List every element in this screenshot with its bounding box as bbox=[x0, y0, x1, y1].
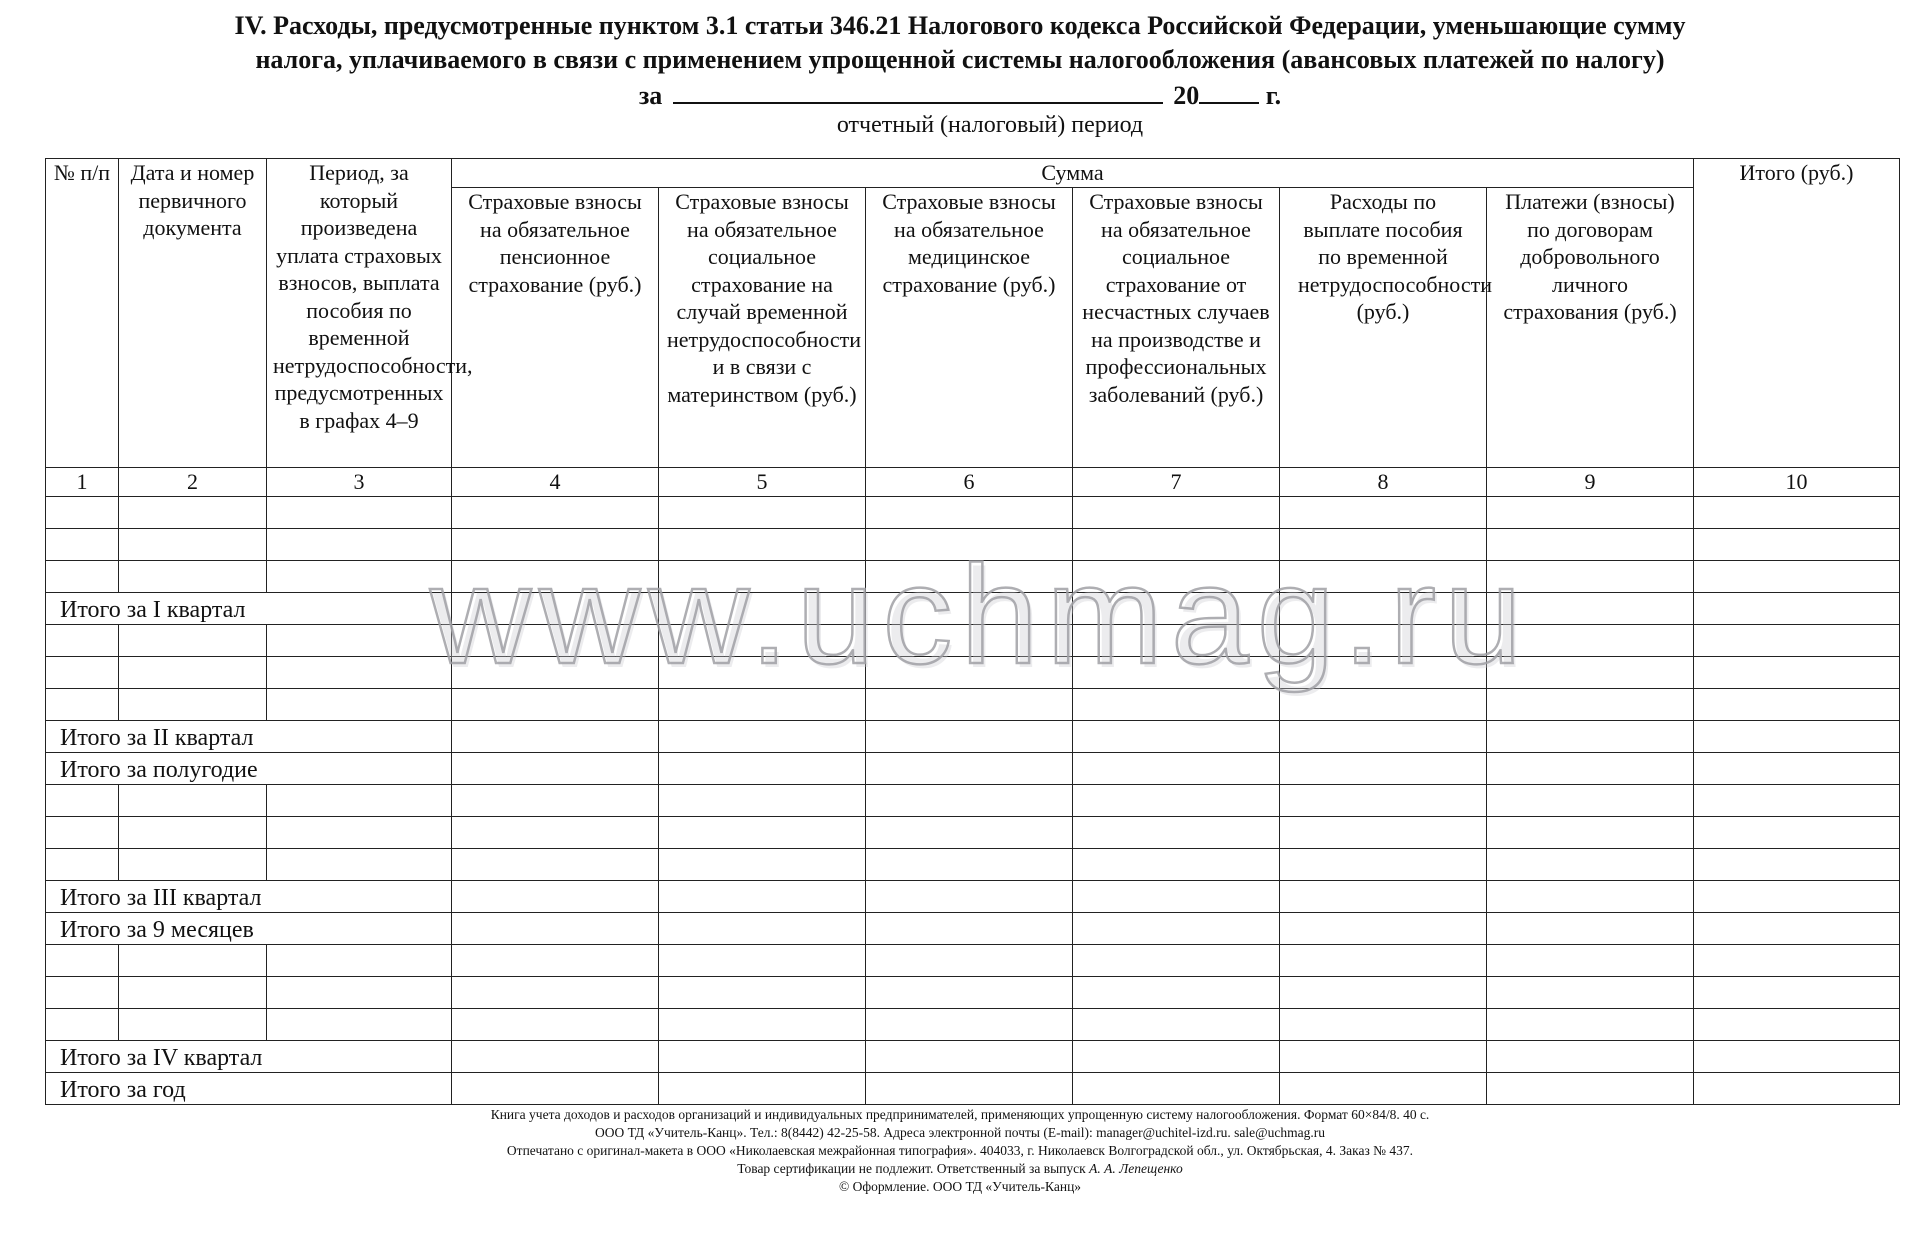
entry-cell[interactable] bbox=[1280, 816, 1487, 848]
entry-cell[interactable] bbox=[267, 656, 452, 688]
col-header-pension: Страховые взносы на обязательное пенсионное страхование (руб.) bbox=[452, 188, 659, 468]
entry-cell[interactable] bbox=[1280, 528, 1487, 560]
col-number: 4 bbox=[452, 468, 659, 497]
entry-cell[interactable] bbox=[1073, 784, 1280, 816]
entry-cell[interactable] bbox=[267, 784, 452, 816]
entry-cell[interactable] bbox=[452, 560, 659, 592]
period-prefix: за bbox=[638, 81, 663, 110]
entry-cell[interactable] bbox=[46, 848, 119, 880]
imprint-text: Товар сертификации не подлежит. Ответственный за выпуск bbox=[737, 1161, 1086, 1176]
entry-cell[interactable] bbox=[267, 816, 452, 848]
entry-cell[interactable] bbox=[119, 560, 267, 592]
col-header-voluntary: Платежи (взносы) по договорам добровольного личного страхования (руб.) bbox=[1487, 188, 1694, 468]
table-row[interactable] bbox=[46, 528, 1900, 560]
entry-cell[interactable] bbox=[267, 1008, 452, 1040]
table-row[interactable] bbox=[46, 688, 1900, 720]
entry-cell[interactable] bbox=[659, 784, 866, 816]
table-row[interactable] bbox=[46, 560, 1900, 592]
entry-cell[interactable] bbox=[1073, 1072, 1280, 1104]
entry-cell[interactable] bbox=[452, 752, 659, 784]
year-blank-field[interactable] bbox=[1199, 78, 1259, 104]
table-row[interactable] bbox=[46, 944, 1900, 976]
entry-cell[interactable] bbox=[119, 688, 267, 720]
entry-cell[interactable] bbox=[866, 496, 1073, 528]
entry-cell[interactable] bbox=[1073, 976, 1280, 1008]
entry-cell[interactable] bbox=[119, 528, 267, 560]
col-number: 1 bbox=[46, 468, 119, 497]
entry-cell[interactable] bbox=[1073, 656, 1280, 688]
entry-cell[interactable] bbox=[1694, 880, 1900, 912]
total-row-year[interactable] bbox=[46, 1072, 1900, 1104]
imprint-line: Отпечатано с оригинал-макета в ООО «Николаевская межрайонная типография». 404033, г. Николаевск Волгоградской обл., ул. Октябрьская, 4. Заказ № 437. bbox=[506, 1143, 1414, 1158]
entry-cell[interactable] bbox=[1280, 656, 1487, 688]
entry-cell[interactable] bbox=[659, 688, 866, 720]
entry-cell[interactable] bbox=[866, 880, 1073, 912]
entry-cell[interactable] bbox=[1280, 976, 1487, 1008]
entry-cell[interactable] bbox=[1487, 848, 1694, 880]
entry-cell[interactable] bbox=[1487, 560, 1694, 592]
entry-cell[interactable] bbox=[1487, 912, 1694, 944]
entry-cell[interactable] bbox=[866, 816, 1073, 848]
entry-cell[interactable] bbox=[46, 528, 119, 560]
entry-cell[interactable] bbox=[267, 560, 452, 592]
entry-cell[interactable] bbox=[452, 624, 659, 656]
entry-cell[interactable] bbox=[1280, 912, 1487, 944]
entry-cell[interactable] bbox=[866, 784, 1073, 816]
entry-cell[interactable] bbox=[267, 624, 452, 656]
entry-cell[interactable] bbox=[1487, 496, 1694, 528]
col-header-social: Страховые взносы на обязательное социальное страхование на случай временной нетрудоспособности и в связи с материнством (руб.) bbox=[659, 188, 866, 468]
entry-cell[interactable] bbox=[1487, 528, 1694, 560]
col-header-sum-group: Сумма bbox=[452, 159, 1694, 188]
entry-cell[interactable] bbox=[46, 944, 119, 976]
entry-cell[interactable] bbox=[119, 816, 267, 848]
col-header-number: № п/п bbox=[46, 159, 119, 468]
entry-cell[interactable] bbox=[1073, 944, 1280, 976]
imprint-line: Книга учета доходов и расходов организаций и индивидуальных предпринимателей, применяющих упрощенную систему налогообложения. Формат 60×84/8. 40 с. bbox=[490, 1107, 1430, 1122]
entry-cell[interactable] bbox=[866, 720, 1073, 752]
total-row-q1[interactable] bbox=[46, 592, 1900, 624]
entry-cell[interactable] bbox=[46, 1008, 119, 1040]
entry-cell[interactable] bbox=[452, 848, 659, 880]
period-caption: отчетный (налоговый) период bbox=[836, 112, 1144, 138]
entry-cell[interactable] bbox=[267, 848, 452, 880]
imprint-line bbox=[0, 1160, 1920, 1178]
entry-cell[interactable] bbox=[1073, 816, 1280, 848]
col-number: 3 bbox=[267, 468, 452, 497]
entry-cell[interactable] bbox=[1694, 1072, 1900, 1104]
form-title-line-1: IV. Расходы, предусмотренные пунктом 3.1 статьи 346.21 Налогового кодекса Российской Федерации, уменьшающие сумму bbox=[234, 11, 1686, 40]
entry-cell[interactable] bbox=[659, 912, 866, 944]
table-row[interactable] bbox=[46, 496, 1900, 528]
entry-cell[interactable] bbox=[452, 912, 659, 944]
entry-cell[interactable] bbox=[1073, 496, 1280, 528]
entry-cell[interactable] bbox=[1280, 848, 1487, 880]
entry-cell[interactable] bbox=[659, 752, 866, 784]
entry-cell[interactable] bbox=[866, 912, 1073, 944]
entry-cell[interactable] bbox=[1280, 944, 1487, 976]
entry-cell[interactable] bbox=[452, 816, 659, 848]
entry-cell[interactable] bbox=[1280, 624, 1487, 656]
entry-cell[interactable] bbox=[659, 816, 866, 848]
entry-cell[interactable] bbox=[267, 944, 452, 976]
total-label: Итого за II квартал bbox=[46, 720, 452, 752]
entry-cell[interactable] bbox=[659, 944, 866, 976]
entry-cell[interactable] bbox=[866, 688, 1073, 720]
total-label: Итого за 9 месяцев bbox=[46, 912, 452, 944]
entry-cell[interactable] bbox=[1487, 592, 1694, 624]
entry-cell[interactable] bbox=[1487, 784, 1694, 816]
entry-cell[interactable] bbox=[1280, 560, 1487, 592]
entry-cell[interactable] bbox=[46, 784, 119, 816]
entry-cell[interactable] bbox=[1694, 848, 1900, 880]
entry-cell[interactable] bbox=[659, 624, 866, 656]
entry-cell[interactable] bbox=[1694, 496, 1900, 528]
entry-cell[interactable] bbox=[659, 656, 866, 688]
entry-cell[interactable] bbox=[1694, 784, 1900, 816]
entry-cell[interactable] bbox=[1694, 560, 1900, 592]
total-row-9-months[interactable] bbox=[46, 912, 1900, 944]
entry-cell[interactable] bbox=[1280, 1072, 1487, 1104]
col-header-medical: Страховые взносы на обязательное медицинское страхование (руб.) bbox=[866, 188, 1073, 468]
total-label: Итого за III квартал bbox=[46, 880, 452, 912]
entry-cell[interactable] bbox=[452, 688, 659, 720]
entry-cell[interactable] bbox=[1073, 848, 1280, 880]
reporting-period-line bbox=[0, 78, 1920, 111]
entry-cell[interactable] bbox=[119, 976, 267, 1008]
entry-cell[interactable] bbox=[267, 528, 452, 560]
entry-cell[interactable] bbox=[1694, 688, 1900, 720]
entry-cell[interactable] bbox=[659, 528, 866, 560]
period-suffix: г. bbox=[1265, 81, 1282, 110]
site-watermark: www.uchmag.ru bbox=[430, 536, 1530, 693]
table-row[interactable] bbox=[46, 784, 1900, 816]
entry-cell[interactable] bbox=[1280, 784, 1487, 816]
entry-cell[interactable] bbox=[866, 976, 1073, 1008]
table-row[interactable] bbox=[46, 976, 1900, 1008]
period-year-prefix: 20 bbox=[1173, 81, 1200, 110]
entry-cell[interactable] bbox=[1694, 912, 1900, 944]
table-row[interactable] bbox=[46, 848, 1900, 880]
entry-cell[interactable] bbox=[46, 976, 119, 1008]
entry-cell[interactable] bbox=[1073, 1040, 1280, 1072]
entry-cell[interactable] bbox=[1073, 688, 1280, 720]
col-number: 2 bbox=[119, 468, 267, 497]
entry-cell[interactable] bbox=[452, 1072, 659, 1104]
entry-cell[interactable] bbox=[46, 816, 119, 848]
entry-cell[interactable] bbox=[866, 1008, 1073, 1040]
entry-cell[interactable] bbox=[119, 848, 267, 880]
entry-cell[interactable] bbox=[659, 1072, 866, 1104]
entry-cell[interactable] bbox=[1694, 1008, 1900, 1040]
entry-cell[interactable] bbox=[659, 560, 866, 592]
entry-cell[interactable] bbox=[659, 848, 866, 880]
entry-cell[interactable] bbox=[866, 944, 1073, 976]
entry-cell[interactable] bbox=[46, 656, 119, 688]
form-title-line-2: налога, уплачиваемого в связи с применением упрощенной системы налогообложения (авансовых платежей по налогу) bbox=[255, 45, 1665, 74]
entry-cell[interactable] bbox=[1487, 1008, 1694, 1040]
entry-cell[interactable] bbox=[659, 976, 866, 1008]
total-label: Итого за год bbox=[46, 1072, 452, 1104]
entry-cell[interactable] bbox=[452, 1008, 659, 1040]
total-label: Итого за I квартал bbox=[46, 592, 452, 624]
entry-cell[interactable] bbox=[659, 1040, 866, 1072]
entry-cell[interactable] bbox=[1487, 1072, 1694, 1104]
entry-cell[interactable] bbox=[1280, 1008, 1487, 1040]
entry-cell[interactable] bbox=[1073, 592, 1280, 624]
total-row-q4[interactable] bbox=[46, 1040, 1900, 1072]
entry-cell[interactable] bbox=[46, 688, 119, 720]
entry-cell[interactable] bbox=[1073, 1008, 1280, 1040]
entry-cell[interactable] bbox=[659, 592, 866, 624]
total-label: Итого за полугодие bbox=[46, 752, 452, 784]
entry-cell[interactable] bbox=[1280, 880, 1487, 912]
entry-cell[interactable] bbox=[1694, 720, 1900, 752]
col-number: 10 bbox=[1694, 468, 1900, 497]
entry-cell[interactable] bbox=[1073, 560, 1280, 592]
entry-cell[interactable] bbox=[119, 656, 267, 688]
entry-cell[interactable] bbox=[1280, 688, 1487, 720]
entry-cell[interactable] bbox=[1487, 624, 1694, 656]
entry-cell[interactable] bbox=[1487, 880, 1694, 912]
entry-cell[interactable] bbox=[1280, 1040, 1487, 1072]
col-header-period: Период, за который произведена уплата страховых взносов, выплата пособия по временной нетрудоспособности, предусмотренных в графах 4–9 bbox=[267, 159, 452, 468]
entry-cell[interactable] bbox=[1073, 880, 1280, 912]
entry-cell[interactable] bbox=[1694, 752, 1900, 784]
entry-cell[interactable] bbox=[119, 944, 267, 976]
col-number: 8 bbox=[1280, 468, 1487, 497]
entry-cell[interactable] bbox=[866, 752, 1073, 784]
entry-cell[interactable] bbox=[659, 720, 866, 752]
table-row[interactable] bbox=[46, 624, 1900, 656]
entry-cell[interactable] bbox=[267, 496, 452, 528]
entry-cell[interactable] bbox=[1694, 592, 1900, 624]
table-row[interactable] bbox=[46, 816, 1900, 848]
entry-cell[interactable] bbox=[267, 688, 452, 720]
entry-cell[interactable] bbox=[1280, 592, 1487, 624]
entry-cell[interactable] bbox=[866, 1040, 1073, 1072]
col-header-benefits: Расходы по выплате пособия по временной нетрудоспособности (руб.) bbox=[1280, 188, 1487, 468]
entry-cell[interactable] bbox=[119, 784, 267, 816]
entry-cell[interactable] bbox=[866, 1072, 1073, 1104]
period-blank-field[interactable] bbox=[673, 78, 1163, 104]
col-number: 6 bbox=[866, 468, 1073, 497]
entry-cell[interactable] bbox=[119, 1008, 267, 1040]
entry-cell[interactable] bbox=[1280, 496, 1487, 528]
entry-cell[interactable] bbox=[119, 496, 267, 528]
entry-cell[interactable] bbox=[1694, 944, 1900, 976]
entry-cell[interactable] bbox=[1487, 944, 1694, 976]
col-number: 9 bbox=[1487, 468, 1694, 497]
entry-cell[interactable] bbox=[1487, 1040, 1694, 1072]
entry-cell[interactable] bbox=[1487, 816, 1694, 848]
entry-cell[interactable] bbox=[659, 880, 866, 912]
entry-cell[interactable] bbox=[1487, 656, 1694, 688]
entry-cell[interactable] bbox=[659, 1008, 866, 1040]
entry-cell[interactable] bbox=[1073, 624, 1280, 656]
entry-cell[interactable] bbox=[659, 496, 866, 528]
imprint-footer bbox=[0, 1106, 1920, 1196]
entry-cell[interactable] bbox=[1073, 752, 1280, 784]
entry-cell[interactable] bbox=[866, 528, 1073, 560]
entry-cell[interactable] bbox=[267, 976, 452, 1008]
total-row-half-year[interactable] bbox=[46, 752, 1900, 784]
entry-cell[interactable] bbox=[1487, 752, 1694, 784]
entry-cell[interactable] bbox=[452, 720, 659, 752]
entry-cell[interactable] bbox=[1694, 624, 1900, 656]
entry-cell[interactable] bbox=[1073, 912, 1280, 944]
entry-cell[interactable] bbox=[1487, 720, 1694, 752]
entry-cell[interactable] bbox=[866, 848, 1073, 880]
total-row-q2[interactable] bbox=[46, 720, 1900, 752]
table-row[interactable] bbox=[46, 656, 1900, 688]
entry-cell[interactable] bbox=[866, 592, 1073, 624]
col-number: 7 bbox=[1073, 468, 1280, 497]
expenses-table bbox=[45, 158, 1900, 1105]
entry-cell[interactable] bbox=[1073, 720, 1280, 752]
entry-cell[interactable] bbox=[452, 592, 659, 624]
entry-cell[interactable] bbox=[46, 624, 119, 656]
imprint-line: © Оформление. ООО ТД «Учитель-Канц» bbox=[838, 1179, 1082, 1194]
entry-cell[interactable] bbox=[452, 656, 659, 688]
entry-cell[interactable] bbox=[452, 944, 659, 976]
entry-cell[interactable] bbox=[866, 560, 1073, 592]
entry-cell[interactable] bbox=[1487, 688, 1694, 720]
entry-cell[interactable] bbox=[866, 624, 1073, 656]
table-row[interactable] bbox=[46, 1008, 1900, 1040]
entry-cell[interactable] bbox=[46, 560, 119, 592]
entry-cell[interactable] bbox=[119, 624, 267, 656]
total-row-q3[interactable] bbox=[46, 880, 1900, 912]
entry-cell[interactable] bbox=[1073, 528, 1280, 560]
entry-cell[interactable] bbox=[452, 880, 659, 912]
col-header-document: Дата и номер первичного документа bbox=[119, 159, 267, 468]
imprint-line: ООО ТД «Учитель-Канц». Тел.: 8(8442) 42-25-58. Адреса электронной почты (E-mail): manager@uchitel-izd.ru. sale@uchmag.ru bbox=[595, 1125, 1325, 1140]
total-label: Итого за IV квартал bbox=[46, 1040, 452, 1072]
entry-cell[interactable] bbox=[452, 1040, 659, 1072]
entry-cell[interactable] bbox=[1280, 720, 1487, 752]
entry-cell[interactable] bbox=[452, 496, 659, 528]
entry-cell[interactable] bbox=[452, 976, 659, 1008]
entry-cell[interactable] bbox=[1694, 1040, 1900, 1072]
entry-cell[interactable] bbox=[452, 528, 659, 560]
entry-cell[interactable] bbox=[1487, 976, 1694, 1008]
entry-cell[interactable] bbox=[1694, 656, 1900, 688]
entry-cell[interactable] bbox=[46, 496, 119, 528]
entry-cell[interactable] bbox=[1694, 528, 1900, 560]
col-header-accident: Страховые взносы на обязательное социальное страхование от несчастных случаев на производстве и профессиональных заболеваний (руб.) bbox=[1073, 188, 1280, 468]
col-header-total: Итого (руб.) bbox=[1694, 159, 1900, 468]
entry-cell[interactable] bbox=[866, 656, 1073, 688]
entry-cell[interactable] bbox=[1694, 976, 1900, 1008]
entry-cell[interactable] bbox=[1694, 816, 1900, 848]
col-number: 5 bbox=[659, 468, 866, 497]
entry-cell[interactable] bbox=[1280, 752, 1487, 784]
entry-cell[interactable] bbox=[452, 784, 659, 816]
responsible-person: А. А. Лепещенко bbox=[1089, 1161, 1183, 1176]
